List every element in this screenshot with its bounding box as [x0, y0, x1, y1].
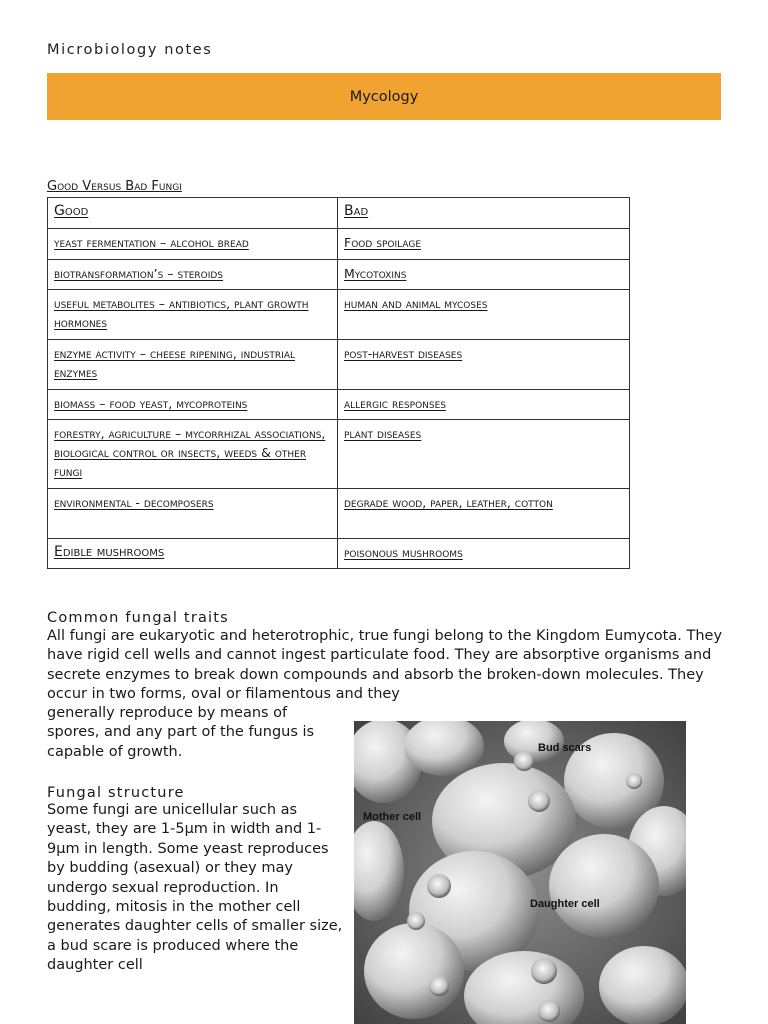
table-row	[48, 229, 630, 260]
traits-heading: Common fungal traits	[47, 610, 229, 626]
bad-cell: plant diseases	[338, 420, 630, 489]
good-cell: useful metabolites – antibiotics, plant growth hormones	[48, 290, 338, 340]
yeast-micrograph	[354, 721, 686, 1024]
header-bad: Bad	[338, 198, 630, 229]
table-row	[48, 290, 630, 340]
good-cell: biotransformation’s – steroids	[48, 260, 338, 290]
good-cell: yeast fermentation – alcohol bread	[48, 229, 338, 260]
table-header-row	[48, 198, 630, 229]
label-mother-cell: Mother cell	[363, 811, 422, 823]
bad-cell: human and animal mycoses	[338, 290, 630, 340]
bad-cell: degrade wood, paper, leather, cotton	[338, 489, 630, 539]
bad-cell: Mycotoxins	[338, 260, 630, 290]
banner-title: Mycology	[349, 88, 419, 105]
good-cell: enzyme activity – cheese ripening, industrial enzymes	[48, 340, 338, 390]
header-good: Good	[48, 198, 338, 229]
document-header: Microbiology notes	[47, 42, 213, 58]
good-cell: biomass – food yeast, mycoproteins	[48, 390, 338, 420]
structure-heading: Fungal structure	[47, 785, 185, 801]
bad-cell: allergic responses	[338, 390, 630, 420]
label-bud-scars: Bud scars	[538, 742, 592, 754]
bad-cell: poisonous mushrooms	[338, 539, 630, 569]
table-row	[48, 340, 630, 390]
structure-paragraph: Some fungi are unicellular such as yeast, they are 1-5µm in width and 1-9µm in length. Some yeast reproduces by budding (asexual) or they may undergo sexual reproduction. In budding, mitosis in the mother cell generates daughter cells of smaller size, a bud scare is produced where the daughter cell	[47, 802, 343, 974]
section-banner	[47, 73, 721, 120]
table-row	[48, 489, 630, 539]
table-title: Good Versus Bad Fungi	[47, 179, 182, 194]
good-cell: environmental - decomposers	[48, 489, 338, 539]
table-row	[48, 420, 630, 489]
table-row	[48, 390, 630, 420]
label-daughter-cell: Daughter cell	[530, 898, 600, 910]
bad-cell: Food spoilage	[338, 229, 630, 260]
table-row	[48, 260, 630, 290]
bad-cell: post-harvest diseases	[338, 340, 630, 390]
good-cell: Edible mushrooms	[48, 539, 338, 569]
traits-paragraph-continued: generally reproduce by means of spores, and any part of the fungus is capable of growth.	[47, 705, 315, 760]
yeast-cells-illustration	[354, 721, 686, 1024]
good-cell: forestry, agriculture – mycorrhizal associations, biological control or insects, weeds & other fungi	[48, 420, 338, 489]
good-vs-bad-table	[47, 197, 630, 569]
traits-paragraph: All fungi are eukaryotic and heterotrophic, true fungi belong to the Kingdom Eumycota. They have rigid cell wells and cannot ingest particulate food. They are absorptive organisms and secrete enzymes to break down compounds and absorb the broken-down molecules. They occur in two forms, oval or filamentous and they	[47, 628, 723, 703]
table-row	[48, 539, 630, 569]
